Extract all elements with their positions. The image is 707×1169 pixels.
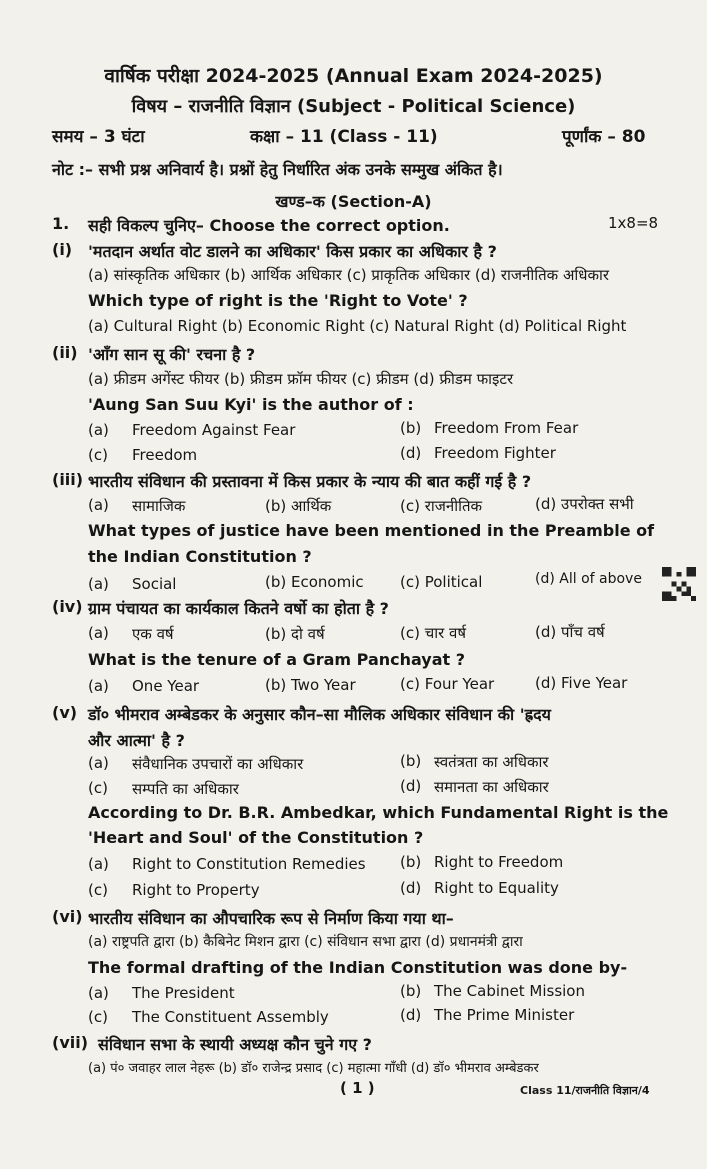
option-text: The Prime Minister [434,1006,575,1024]
option-text: Right to Property [132,881,260,899]
question-text-hindi: भारतीय संविधान का औपचारिक रूप से निर्माण किया गया था– [88,909,454,928]
options-hindi: (a) सांस्कृतिक अधिकार (b) आर्थिक अधिकार (c) प्राकृतिक अधिकार (d) राजनीतिक अधिकार [88,266,610,284]
option-label: (c) [88,1008,108,1026]
option-text: Right to Freedom [434,853,564,871]
option-hindi: (c) राजनीतिक [400,497,483,515]
qr-code [662,567,696,601]
option-label: (a) [88,754,109,772]
question-text-hindi: संविधान सभा के स्थायी अध्यक्ष कौन चुने गए ? [98,1035,372,1054]
option-label: (a) [88,496,109,514]
question-text-english: 'Heart and Soul' of the Constitution ? [88,828,424,847]
option-label: (d) [400,879,422,897]
option-text: सम्पति का अधिकार [132,780,239,798]
paper-code: Class 11/राजनीति विज्ञान/4 [520,1084,650,1097]
option-label: (a) [88,984,109,1002]
question-text-hindi: 'मतदान अर्थात वोट डालने का अधिकार' किस प्रकार का अधिकार है ? [88,242,497,261]
option-text: Freedom Against Fear [132,421,296,439]
option-label: (d) [400,444,422,462]
option-label: (a) [88,677,109,695]
section-heading: खण्ड–क (Section-A) [275,192,432,211]
option-hindi: (b) दो वर्ष [265,625,325,643]
option-text: The Cabinet Mission [434,982,585,1000]
option-text: स्वतंत्रता का अधिकार [434,753,549,771]
option-english: (c) Four Year [400,675,495,693]
sub-question-number: (iii) [52,470,84,489]
option-label: (b) [400,982,422,1000]
option-label: (c) [88,779,108,797]
option-label: (d) [400,777,422,795]
question-text-english: What is the tenure of a Gram Panchayat ? [88,650,466,669]
question-text-english: According to Dr. B.R. Ambedkar, which Fundamental Right is the [88,803,669,822]
sub-question-number: (vi) [52,907,83,926]
question-instruction: सही विकल्प चुनिए– Choose the correct option. [88,216,450,235]
options-english: (a) Cultural Right (b) Economic Right (c) Natural Right (d) Political Right [88,317,627,335]
option-text: Freedom From Fear [434,419,579,437]
sub-question-number: (v) [52,703,78,722]
option-english: (d) All of above [535,571,642,587]
exam-title: वार्षिक परीक्षा 2024-2025 (Annual Exam 2024-2025) [104,65,603,87]
sub-question-number: (i) [52,240,73,259]
class-label: कक्षा – 11 (Class - 11) [250,127,438,147]
option-english: (b) Economic [265,573,364,591]
options-hindi: (a) राष्ट्रपति द्वारा (b) कैबिनेट मिशन द्वारा (c) संविधान सभा द्वारा (d) प्रधानमंत्री द्वारा [88,934,523,950]
sub-question-number: (vii) [52,1033,89,1052]
time-label: समय – 3 घंटा [52,127,145,147]
subject-line: विषय – राजनीति विज्ञान (Subject - Political Science) [131,96,576,117]
options-hindi: (a) पं० जवाहर लाल नेहरू (b) डॉ० राजेन्द्र प्रसाद (c) महात्मा गाँधी (d) डॉ० भीमराव अम्बेडकर [88,1061,539,1076]
option-text: Right to Constitution Remedies [132,855,366,873]
page-number: ( 1 ) [340,1079,375,1097]
option-text: Right to Equality [434,879,559,897]
instructions-note: नोट :– सभी प्रश्न अनिवार्य है। प्रश्नों हेतु निर्धारित अंक उनके सम्मुख अंकित है। [52,160,503,179]
sub-question-number: (iv) [52,597,83,616]
question-text-hindi: और आत्मा' है ? [88,731,185,750]
question-text-hindi: डॉ० भीमराव अम्बेडकर के अनुसार कौन–सा मौलिक अधिकार संविधान की 'ह्रदय [88,705,551,724]
option-hindi: (d) पाँच वर्ष [535,623,605,641]
option-text: The Constituent Assembly [132,1008,329,1026]
question-text-hindi: 'आँग सान सू की' रचना है ? [88,345,256,364]
question-number: 1. [52,214,70,233]
option-text: One Year [132,677,200,695]
max-marks-label: पूर्णांक – 80 [562,127,646,147]
question-text-hindi: भारतीय संविधान की प्रस्तावना में किस प्रकार के न्याय की बात कहीं गई है ? [88,472,532,491]
question-text-english: the Indian Constitution ? [88,547,312,566]
option-text: एक वर्ष [132,625,174,643]
option-text: Freedom [132,446,198,464]
option-text: Freedom Fighter [434,444,556,462]
question-text-english: Which type of right is the 'Right to Vote' ? [88,291,468,310]
option-english: (d) Five Year [535,674,628,692]
question-text-hindi: ग्राम पंचायत का कार्यकाल कितने वर्षो का होता है ? [88,599,389,618]
option-label: (b) [400,419,422,437]
question-text-english: The formal drafting of the Indian Constitution was done by- [88,958,628,977]
question-text-english: What types of justice have been mentioned in the Preamble of [88,521,655,540]
option-english: (c) Political [400,573,483,591]
option-label: (a) [88,624,109,642]
option-hindi: (c) चार वर्ष [400,624,467,642]
option-english: (b) Two Year [265,676,356,694]
option-hindi: (d) उपरोक्त सभी [535,495,634,513]
option-text: The President [132,984,235,1002]
question-text-english: 'Aung San Suu Kyi' is the author of : [88,395,414,414]
option-label: (a) [88,575,109,593]
option-label: (a) [88,421,109,439]
option-label: (d) [400,1006,422,1024]
sub-question-number: (ii) [52,343,78,362]
option-label: (c) [88,881,108,899]
question-marks: 1x8=8 [608,214,659,232]
options-hindi: (a) फ्रीडम अगेंस्ट फीयर (b) फ्रीडम फ्रॉम फीयर (c) फ्रीडम (d) फ्रीडम फाइटर [88,370,514,388]
option-text: समानता का अधिकार [434,778,549,796]
option-text: संवैधानिक उपचारों का अधिकार [132,755,304,773]
option-label: (b) [400,853,422,871]
option-text: Social [132,575,177,593]
option-label: (a) [88,855,109,873]
option-hindi: (b) आर्थिक [265,497,332,515]
option-text: सामाजिक [132,497,186,515]
option-label: (b) [400,752,422,770]
option-label: (c) [88,446,108,464]
